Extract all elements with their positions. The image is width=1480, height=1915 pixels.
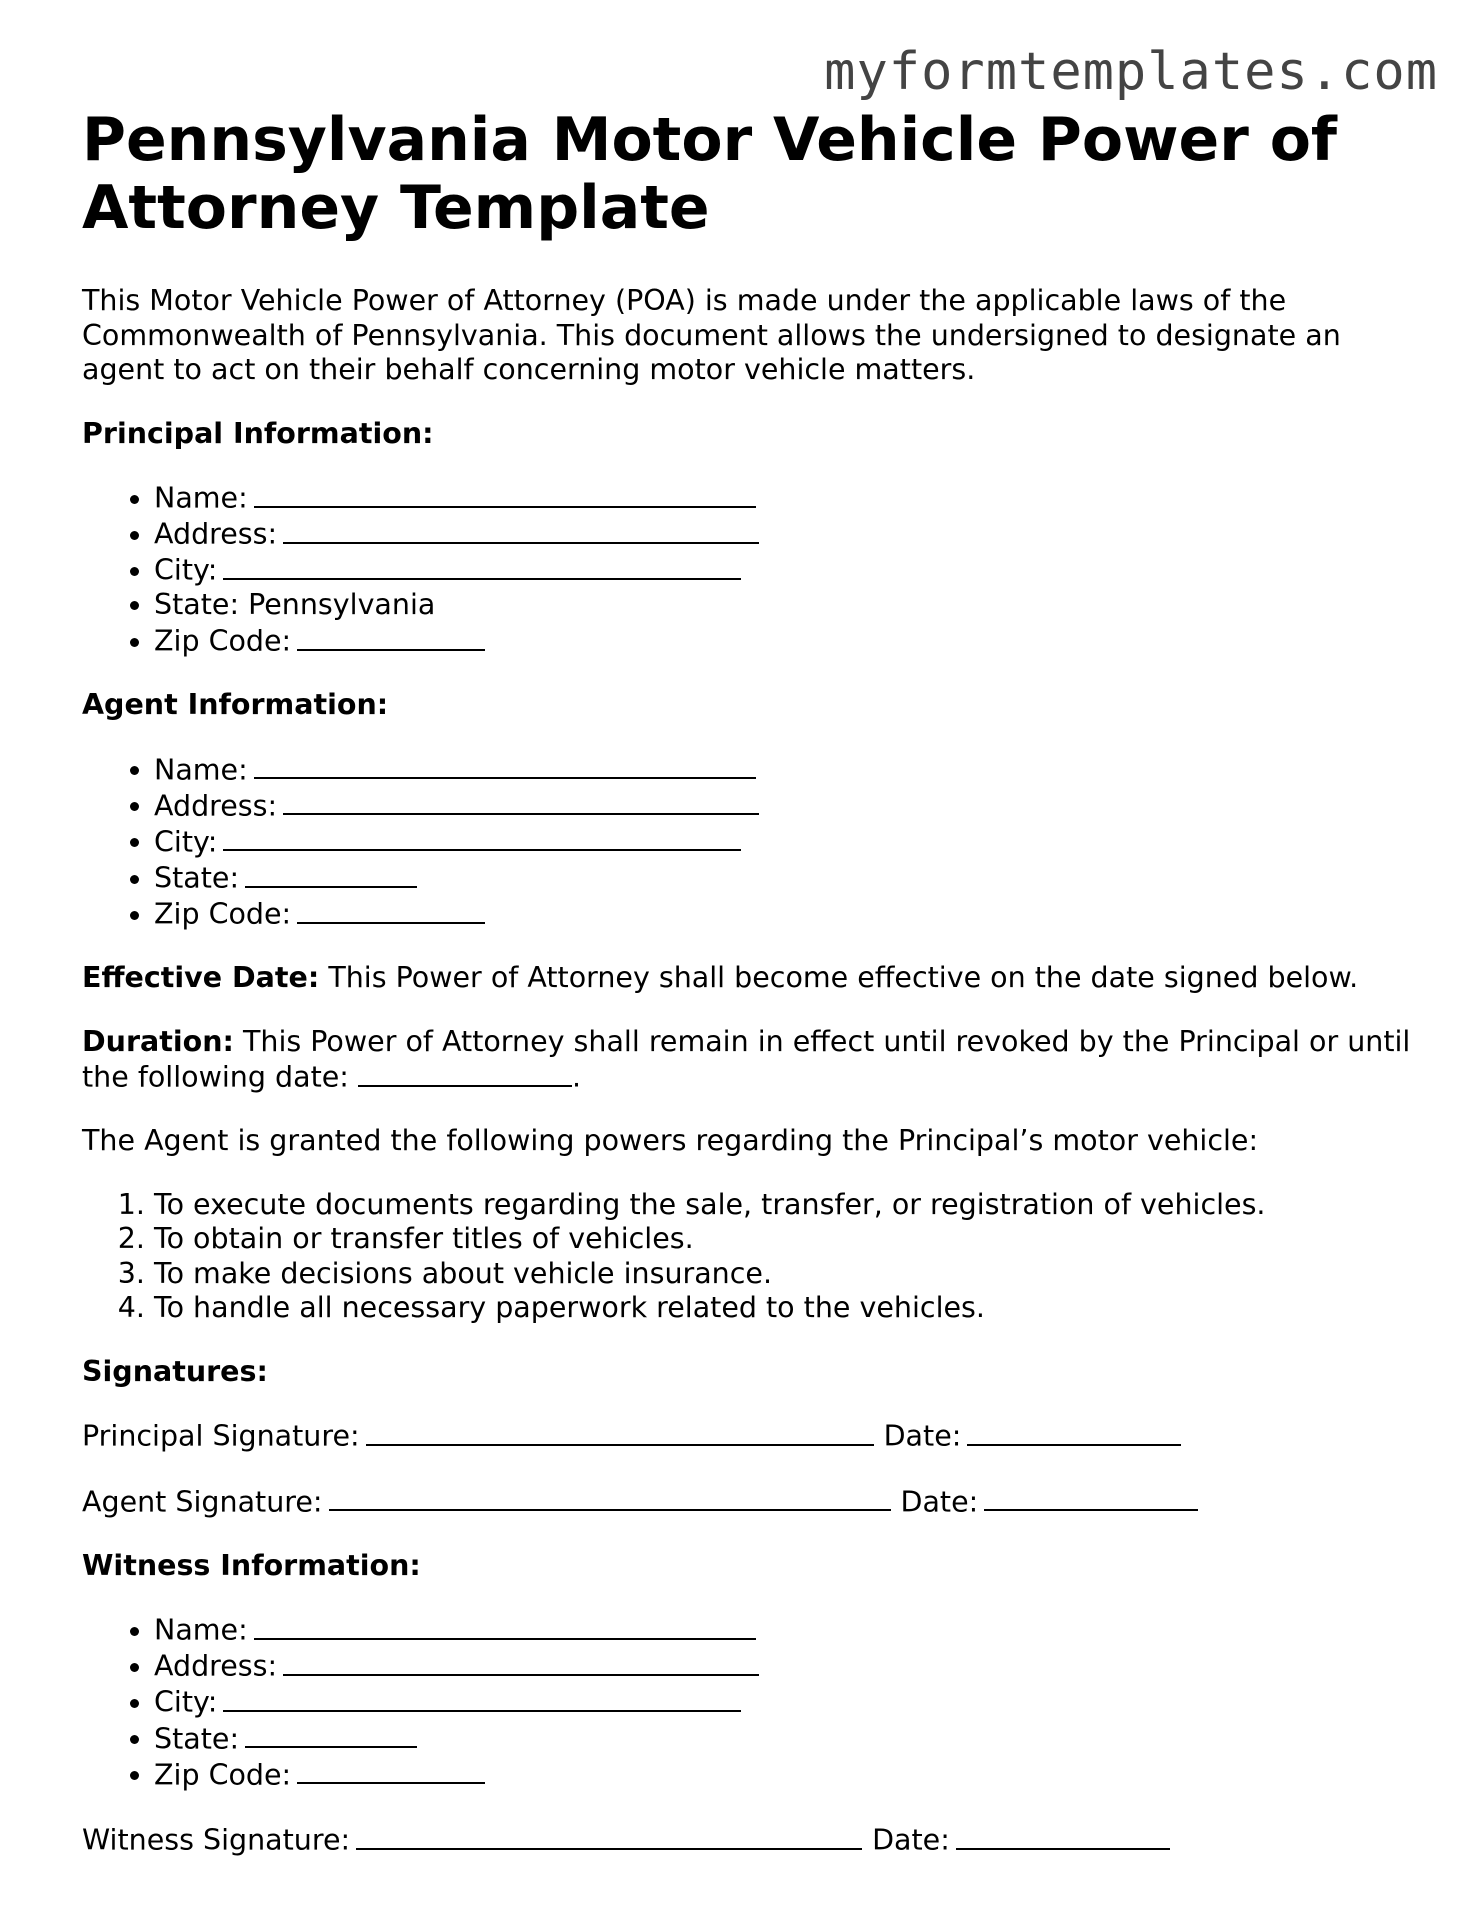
witness-state-field[interactable] (245, 1721, 417, 1749)
document-page (82, 106, 1412, 1887)
power-item: 3. To make decisions about vehicle insurance. (154, 1257, 1412, 1292)
principal-signature-date-label: Date: (883, 1420, 962, 1454)
witness-name-field[interactable] (254, 1612, 756, 1640)
agent-city-label: City: (154, 825, 218, 859)
principal-city-field[interactable] (223, 552, 741, 580)
witness-signature-date-field[interactable] (956, 1822, 1170, 1850)
principal-address-label: Address: (154, 517, 278, 551)
witness-address-field[interactable] (283, 1648, 759, 1676)
agent-city-item (154, 824, 1412, 860)
agent-info-list (82, 752, 1412, 933)
principal-signature-line (82, 1418, 1412, 1454)
principal-info-list (82, 480, 1412, 659)
agent-signature-date-label: Date: (900, 1485, 979, 1519)
principal-city-label: City: (154, 553, 218, 587)
witness-zip-item (154, 1757, 1412, 1793)
witness-city-field[interactable] (223, 1684, 741, 1712)
agent-zip-field[interactable] (297, 896, 485, 924)
agent-city-field[interactable] (223, 824, 741, 852)
agent-zip-item (154, 896, 1412, 932)
duration-text: This Power of Attorney shall remain in effect until revoked by the Principal or until the following date: (82, 1024, 1411, 1094)
witness-state-item (154, 1721, 1412, 1757)
duration-label: Duration: (82, 1024, 234, 1058)
witness-name-item (154, 1612, 1412, 1648)
principal-zip-field[interactable] (297, 623, 485, 651)
principal-zip-label: Zip Code: (154, 624, 292, 658)
agent-name-item (154, 752, 1412, 788)
power-item: 4. To handle all necessary paperwork related to the vehicles. (154, 1291, 1412, 1326)
witness-zip-label: Zip Code: (154, 1758, 292, 1792)
principal-state-item (154, 588, 1412, 623)
agent-heading: Agent Information: (82, 688, 389, 722)
principal-signature-date-field[interactable] (967, 1418, 1181, 1446)
effective-date-label: Effective Date: (82, 961, 320, 995)
principal-city-item (154, 552, 1412, 588)
agent-address-label: Address: (154, 789, 278, 823)
witness-heading: Witness Information: (82, 1548, 421, 1582)
principal-address-item (154, 516, 1412, 552)
agent-state-item (154, 860, 1412, 896)
agent-signature-field[interactable] (329, 1484, 891, 1512)
witness-state-label: State: (154, 1722, 240, 1756)
agent-address-field[interactable] (283, 788, 759, 816)
power-item: 1. To execute documents regarding the sale, transfer, or registration of vehicles. (154, 1188, 1412, 1223)
principal-name-field[interactable] (254, 480, 756, 508)
witness-address-item (154, 1648, 1412, 1684)
signatures-heading: Signatures: (82, 1354, 268, 1388)
duration-end: . (571, 1060, 582, 1094)
agent-zip-label: Zip Code: (154, 897, 292, 931)
agent-state-field[interactable] (245, 860, 417, 888)
principal-state-label: State: Pennsylvania (154, 588, 436, 622)
witness-city-label: City: (154, 1686, 218, 1720)
agent-name-field[interactable] (254, 752, 756, 780)
witness-address-label: Address: (154, 1649, 278, 1683)
principal-name-item (154, 480, 1412, 516)
witness-info-list (82, 1612, 1412, 1793)
agent-signature-line (82, 1484, 1412, 1520)
powers-intro: The Agent is granted the following powers regarding the Principal’s motor vehicle: (82, 1124, 1259, 1158)
principal-zip-item (154, 623, 1412, 659)
agent-signature-label: Agent Signature: (82, 1485, 323, 1519)
principal-name-label: Name: (154, 481, 248, 515)
principal-heading: Principal Information: (82, 416, 434, 450)
agent-state-label: State: (154, 861, 240, 895)
witness-signature-date-label: Date: (872, 1823, 950, 1857)
page-title: Pennsylvania Motor Vehicle Power of Attorney Template (82, 105, 1338, 243)
principal-address-field[interactable] (283, 516, 759, 544)
effective-date-paragraph (82, 961, 1412, 996)
witness-name-label: Name: (154, 1613, 248, 1647)
effective-date-text: This Power of Attorney shall become effective on the date signed below. (328, 961, 1359, 995)
witness-signature-field[interactable] (356, 1822, 862, 1850)
agent-name-label: Name: (154, 753, 248, 787)
duration-paragraph (82, 1025, 1412, 1096)
agent-address-item (154, 788, 1412, 824)
agent-signature-date-field[interactable] (984, 1484, 1198, 1512)
intro-paragraph: This Motor Vehicle Power of Attorney (POA) is made under the applicable laws of the Commonwealth of Pennsylvania. This document allows the undersigned to designate an agent to act on their behalf concerning motor vehicle matters. (82, 284, 1341, 386)
principal-signature-field[interactable] (366, 1418, 874, 1446)
witness-signature-label: Witness Signature: (82, 1823, 351, 1857)
witness-city-item (154, 1684, 1412, 1720)
witness-zip-field[interactable] (297, 1757, 485, 1785)
principal-signature-label: Principal Signature: (82, 1420, 360, 1454)
witness-signature-line (82, 1822, 1412, 1858)
powers-list (82, 1188, 1412, 1326)
site-watermark: myformtemplates.com (824, 42, 1438, 102)
duration-date-field[interactable] (358, 1059, 572, 1087)
power-item: 2. To obtain or transfer titles of vehicles. (154, 1222, 1412, 1257)
